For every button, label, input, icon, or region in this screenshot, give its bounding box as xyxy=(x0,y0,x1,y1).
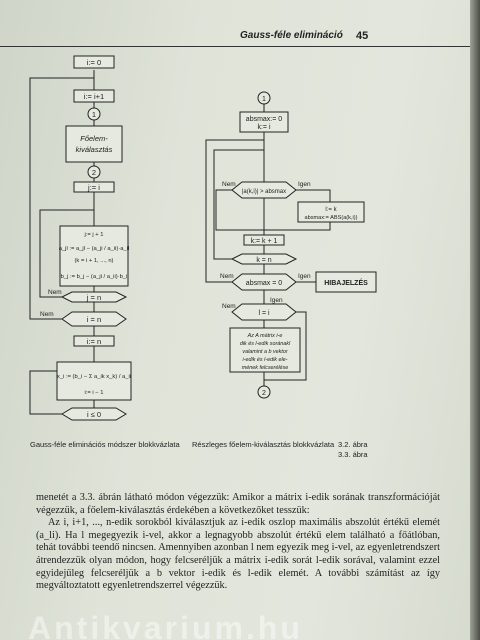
init-line-2: k:= i xyxy=(257,124,271,131)
page-number: 45 xyxy=(356,30,369,42)
calc-line-3: (k = i + 1, ..., n) xyxy=(74,258,114,264)
nem-label-zero: Nem xyxy=(220,273,234,280)
error-text: HIBAJELZÉS xyxy=(324,280,368,287)
cond-zero-text: absmax = 0 xyxy=(245,280,283,287)
cond-end-text: i ≤ 0 xyxy=(86,410,102,419)
back-i-text: i:= n xyxy=(86,337,102,346)
conn-1-right-text: 1 xyxy=(262,96,266,103)
left-caption: Gauss-féle eliminációs módszer blokkvázlata xyxy=(30,440,180,449)
figure-label-1: 3.2. ábra xyxy=(338,440,368,449)
inc-k-text: k:= k + 1 xyxy=(250,238,278,245)
page-edge-shadow xyxy=(470,0,480,640)
swap-line-3: valamint a b vektor xyxy=(242,349,288,355)
watermark: Antikvarium.hu xyxy=(28,610,303,640)
init-i-text: i:= 0 xyxy=(86,58,102,67)
figure-label-2: 3.3. ábra xyxy=(338,450,368,459)
swap-line-5: mének felcserélése xyxy=(241,365,289,371)
cond-j-text: j = n xyxy=(86,293,102,302)
nem-label-abs: Nem xyxy=(222,181,236,188)
pivot-text-2: kiválasztás xyxy=(75,145,113,154)
igen-label-l: Igen xyxy=(270,297,283,304)
back-calc-1: x_i := (b_i − Σ a_ik x_k) / a_ii xyxy=(56,374,132,380)
running-title: Gauss-féle elimináció xyxy=(240,30,343,41)
swap-line-4: i-edik és l-edik ele- xyxy=(242,357,288,363)
cond-abs-text: |a(k,i)| > absmax xyxy=(241,189,287,195)
nem-label-j: Nem xyxy=(48,289,62,296)
body-text xyxy=(36,492,440,593)
cond-i-text: i = n xyxy=(86,315,102,324)
igen-label-abs: Igen xyxy=(298,181,311,188)
j-init-text: j:= i xyxy=(88,183,100,192)
calc-line-1: j:= j + 1 xyxy=(84,232,104,238)
right-caption: Részleges főelem-kiválasztás blokkvázlata xyxy=(192,440,335,449)
igen-label-zero: Igen xyxy=(298,273,311,280)
pivot-text-1: Főelem- xyxy=(80,134,108,143)
pivot-box xyxy=(66,126,122,162)
calc-line-4: b_j := b_j − (a_ji / a_ii)·b_i xyxy=(60,274,128,280)
swap-line-1: Az A mátrix i-e xyxy=(247,333,283,339)
paragraph-2: Az i, i+1, ..., n-edik sorokból kiválasztjuk az i-edik oszlop maximális abszolút értékű elemét (a_li). Ha l megegyezik i-vel, akkor a legnagyobb abszolút értékű elem található a főátlóban, tehát további teendő nincsen. Amennyiben azonban l nem egyezik meg i-vel, az egyenletrendszert átrendezzük olyan módon, hogy felcseréljük a mátrix i-edik sorát l-edik sorával, valamint ezzel egyidejűleg felcseréljük a b vektor i-edik és l-edik elemét. A további számítást az így megváltoztatott egyenletrendszerrel végezzük. xyxy=(36,517,440,592)
cond-k-text: k = n xyxy=(256,257,272,264)
paragraph-1: menetét a 3.3. ábrán látható módon végezzük: Amikor a mátrix i-edik sorának transzformációját végezzük, a főelem-kiválasztás érdekében a következőket tesszük: xyxy=(36,492,440,516)
swap-line-2: dik és l-edik soránakl xyxy=(239,341,291,347)
nem-label-i: Nem xyxy=(40,311,54,318)
conn-2-right-text: 2 xyxy=(262,390,266,397)
calc-line-2: a_jl := a_jl − (a_ji / a_ii)·a_il xyxy=(58,246,130,252)
back-calc-2: i:= i − 1 xyxy=(84,390,104,396)
init-line-1: absmax:= 0 xyxy=(245,116,283,123)
conn-2-left-text: 2 xyxy=(91,168,97,177)
inc-i-text: i:= i+1 xyxy=(83,92,105,101)
assign-line-1: l:= k xyxy=(325,207,337,213)
cond-l-text: l = i xyxy=(258,310,270,317)
conn-1-left-text: 1 xyxy=(91,110,97,119)
assign-line-2: absmax:= ABS(a(k,i)) xyxy=(304,215,358,221)
nem-label-l: Nem xyxy=(222,303,236,310)
